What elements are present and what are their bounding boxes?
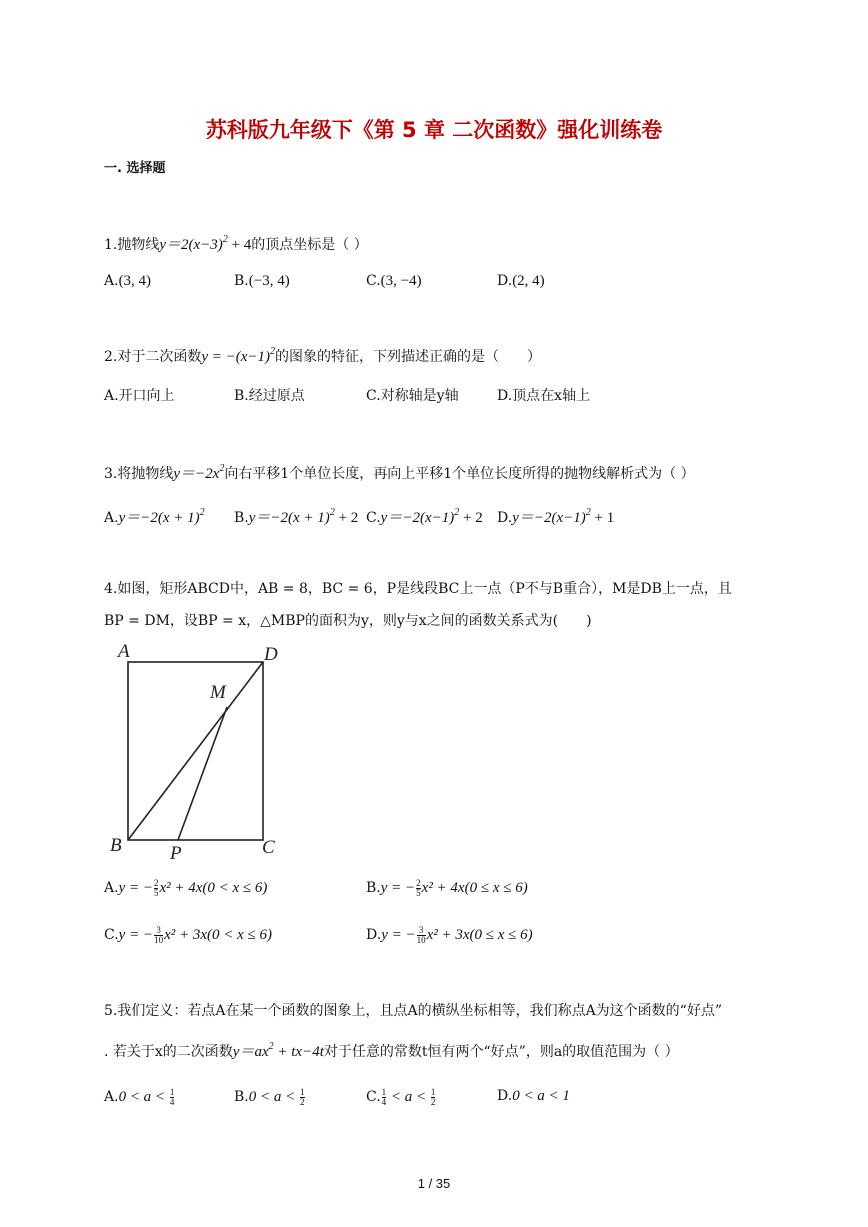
question-4-line-2: BP = DM，设BP = x，△MBP的面积为y，则y与x之间的函数关系式为( ) xyxy=(104,613,592,629)
label-c: C xyxy=(262,837,275,858)
question-text: 抛物线 xyxy=(117,237,160,253)
segment-mp xyxy=(178,707,227,840)
question-text-tail: 的顶点坐标是（ ） xyxy=(251,237,368,253)
option-b[interactable]: B.(−3, 4) xyxy=(234,273,290,289)
label-d: D xyxy=(264,644,278,665)
option-b[interactable]: B.经过原点 xyxy=(234,388,305,404)
label-p: P xyxy=(170,843,182,864)
question-5-line-2: . 若关于x的二次函数$y=ax^2 + tx-4t$对于任意的常数t恒有两个“好点”，则a的取值范围为（ ） xyxy=(104,1041,679,1060)
question-5-line-1: 5.我们定义：若点A在某一个函数的图象上，且点A的横纵坐标相等，我们称点A为这个函数的“好点” xyxy=(104,1003,723,1019)
equation: $y=2(x-3)^2 + 4$ xyxy=(159,234,252,253)
option-c[interactable]: C.y = − $\frac{3}{10}$ x² + 3x(0 < x ≤ 6) xyxy=(104,925,273,945)
option-a[interactable]: A.0 < a < $\frac{1}{4}$ xyxy=(104,1087,175,1107)
rectangle-figure xyxy=(100,640,290,870)
question-1 xyxy=(104,233,368,254)
page-title: 苏科版九年级下《第 5 章 二次函数》强化训练卷 xyxy=(205,118,663,142)
option-a[interactable]: $A.y=-2(x + 1)^2$ xyxy=(104,507,205,526)
option-c[interactable]: C.(3, −4) xyxy=(366,273,422,289)
option-c[interactable]: C.对称轴是y轴 xyxy=(366,388,459,404)
option-a[interactable]: A.开口向上 xyxy=(104,388,175,404)
label-b: B xyxy=(110,835,122,856)
question-number: 1. xyxy=(104,237,118,253)
option-d[interactable]: D.顶点在x轴上 xyxy=(497,388,591,404)
option-a[interactable]: A.y = − $\frac{2}{5}$ x² + 4x(0 < x ≤ 6) xyxy=(104,878,268,898)
option-b[interactable]: $B.y=-2(x + 1)^2 + 2$ xyxy=(234,507,359,526)
label-m: M xyxy=(210,682,226,703)
question-4-line-1: 4.如图，矩形ABCD中，AB = 8，BC = 6，P是线段BC上一点（P不与B重合），M是DB上一点，且 xyxy=(104,581,732,597)
diagonal-bd xyxy=(128,662,263,840)
option-a[interactable]: A.(3, 4) xyxy=(104,273,152,289)
section-heading: 一. 选择题 xyxy=(104,161,166,176)
option-d[interactable]: D.(2, 4) xyxy=(497,273,545,289)
option-d[interactable]: $D.y=-2(x-1)^2 + 1$ xyxy=(497,507,615,526)
label-a: A xyxy=(118,641,130,662)
option-b[interactable]: B.y = − $\frac{2}{5}$ x² + 4x(0 ≤ x ≤ 6) xyxy=(366,878,528,898)
equation: $y = -(x-1)^2$ xyxy=(201,346,276,365)
question-2: 2.对于二次函数$y = -(x-1)^2$的图象的特征，下列描述正确的是（ ） xyxy=(104,346,542,365)
option-b[interactable]: B.0 < a < $\frac{1}{2}$ xyxy=(234,1087,305,1107)
equation: $y=-2x^2$ xyxy=(173,463,225,482)
question-3: 3.将抛物线$y=-2x^2$向右平移1个单位长度，再向上平移1个单位长度所得的抛物线解析式为（ ） xyxy=(104,463,695,482)
option-d[interactable]: D.0 < a < 1 xyxy=(497,1088,570,1104)
option-c[interactable]: C. $\frac{1}{4}$ < a < $\frac{1}{2}$ xyxy=(366,1087,436,1107)
option-d[interactable]: D.y = − $\frac{3}{10}$ x² + 3x(0 ≤ x ≤ 6) xyxy=(366,925,533,945)
page-number: 1 / 35 xyxy=(417,1176,451,1191)
option-c[interactable]: $C.y=-2(x-1)^2 + 2$ xyxy=(366,507,483,526)
